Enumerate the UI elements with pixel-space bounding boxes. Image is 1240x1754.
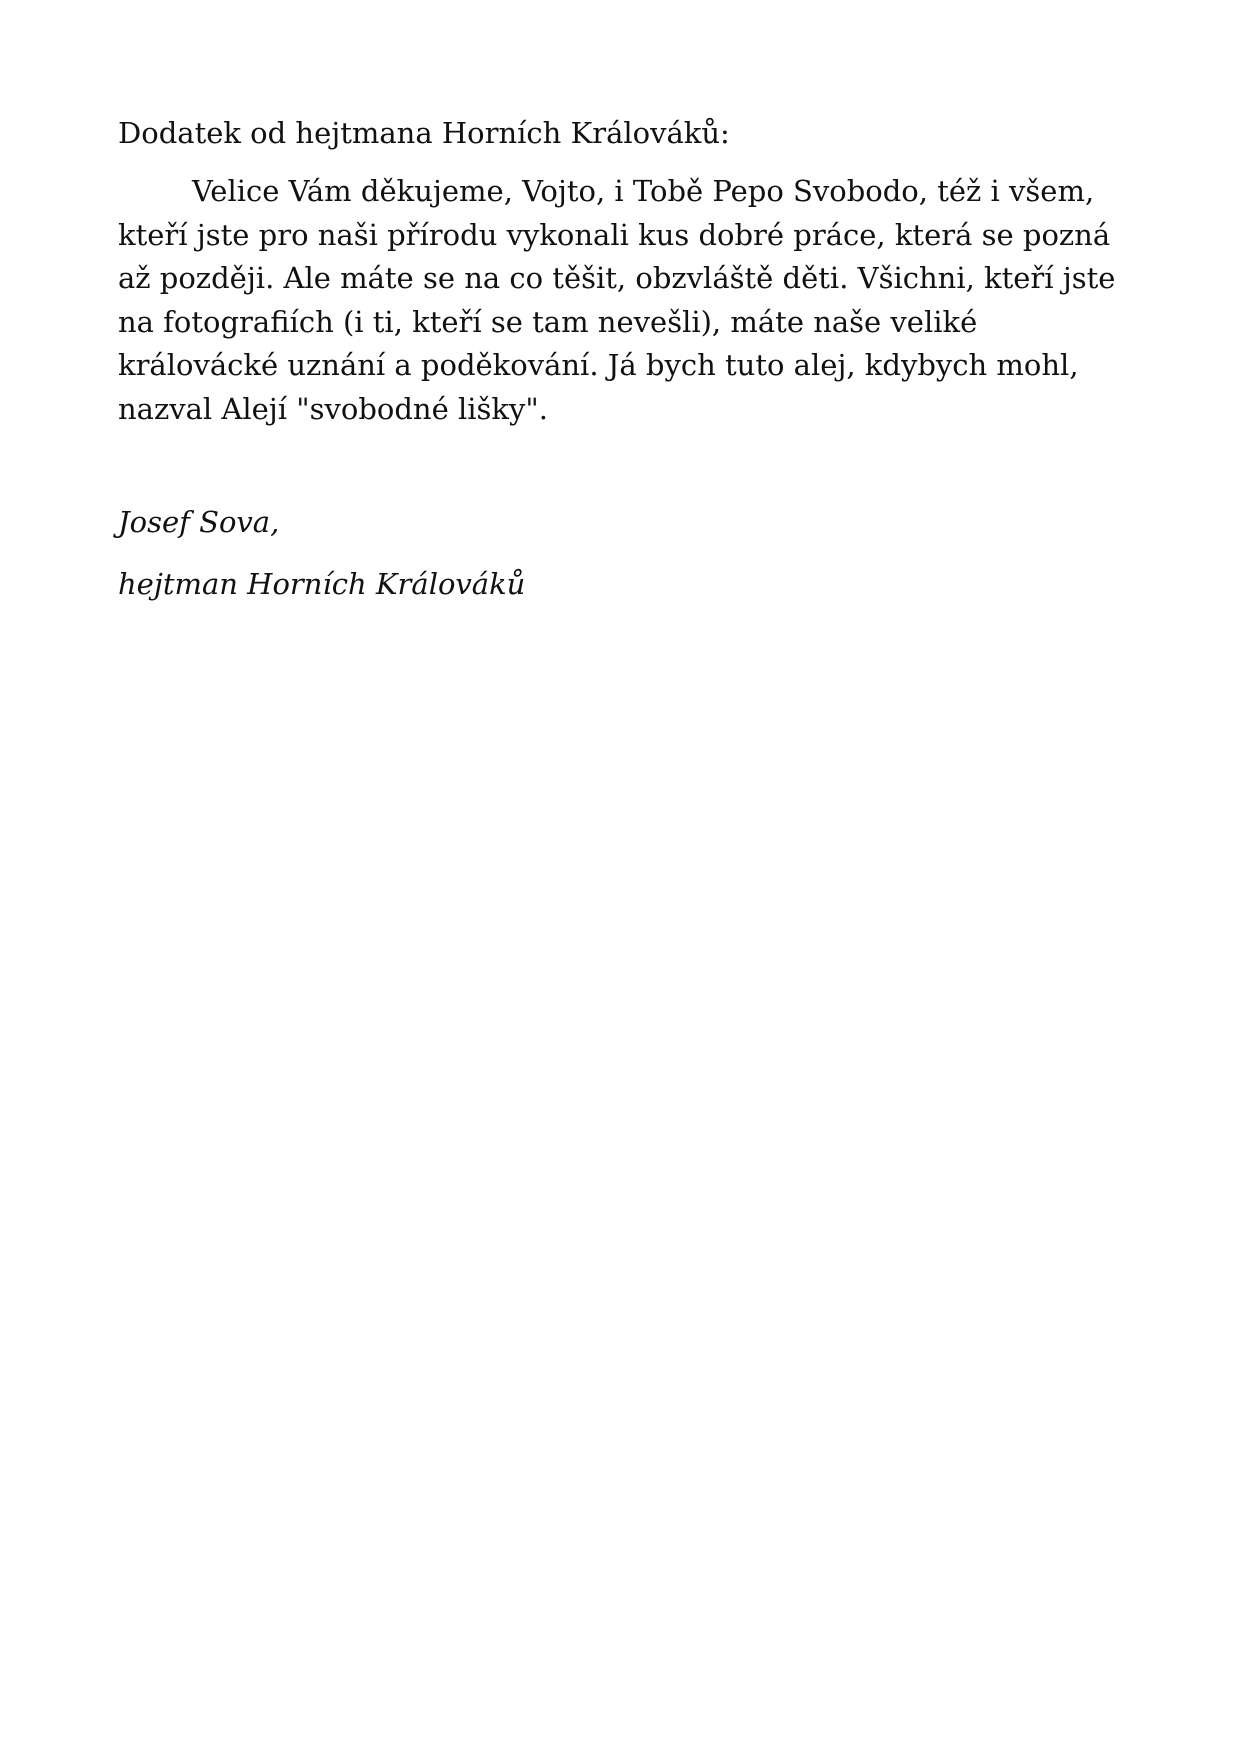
signature-name: Josef Sova, (118, 505, 280, 539)
document-content (118, 112, 1128, 605)
paragraph-line: královácké uznání a poděkování. Já bych tuto alej, kdybych mohl, (118, 348, 1079, 382)
signature-title: hejtman Horních Králováků (118, 567, 526, 601)
paragraph-line: na fotografiích (i ti, kteří se tam nevešli), máte naše veliké (118, 304, 978, 339)
paragraph-line: až později. Ale máte se na co těšit, obzvláště děti. Všichni, kteří jste (118, 261, 1116, 295)
body-paragraph (118, 170, 1128, 431)
paragraph-line: kteří jste pro naši přírodu vykonali kus dobré práce, která se pozná (118, 217, 1111, 252)
document-heading: Dodatek od hejtmana Horních Králováků: (118, 116, 730, 150)
paragraph-line: Velice Vám děkujeme, Vojto, i Tobě Pepo Svobodo, též i všem, (192, 174, 1095, 208)
paragraph-line: nazval Alejí "svobodné lišky". (118, 391, 548, 426)
